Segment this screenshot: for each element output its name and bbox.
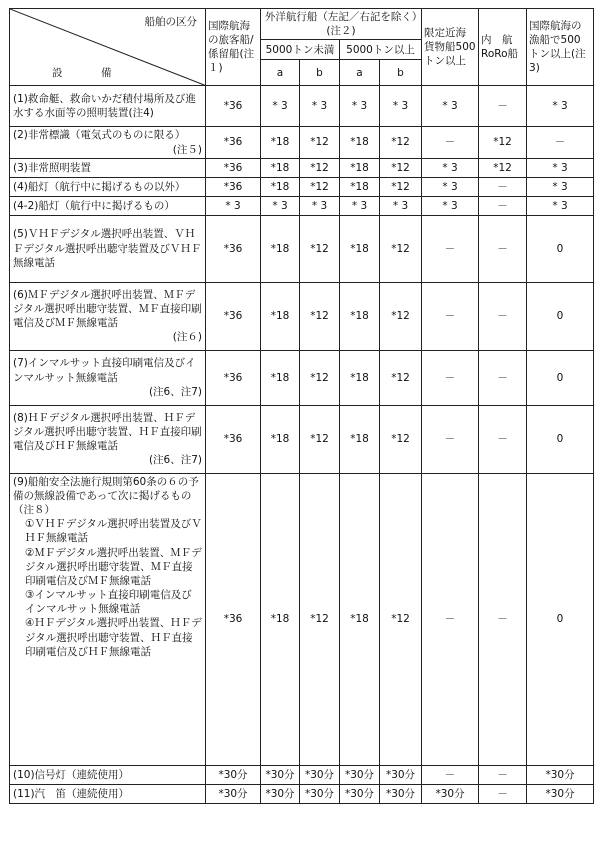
col-ocean: 外洋航行船（左記／右記を除く）(注２) [261,9,422,40]
equipment-item-note: (注6、注7) [148,454,202,467]
equipment-item [10,473,206,765]
duration-cell: *36 [206,127,261,158]
equipment-sub-item: ①ＶＨＦデジタル選択呼出装置及びＶＨＦ無線電話 [25,518,202,545]
table-row [10,765,594,784]
equipment-sub-item: ②ＭＦデジタル選択呼出装置、ＭＦデジタル選択呼出聴守装置、ＭＦ直接印刷電信及びＭＦ無線電話 [25,546,202,587]
equipment-item [10,215,206,282]
equipment-item [10,196,206,215]
equipment-table-sheet [9,8,593,804]
duration-cell: *12 [300,127,340,158]
equipment-item-note: (注６) [172,331,202,344]
col-a2: a [340,60,380,86]
col-limited: 限定近海貨物船500トン以上 [422,9,479,86]
duration-cell: *12 [380,127,422,158]
duration-cell: *18 [261,405,300,473]
equipment-item [10,765,206,784]
equipment-label: 設 備 [52,67,126,80]
duration-cell: *18 [261,282,300,350]
duration-cell: *30分 [206,784,261,803]
duration-cell: *18 [340,405,380,473]
duration-cell: * 3 [422,196,479,215]
duration-cell: * 3 [422,177,479,196]
equipment-item [10,158,206,177]
duration-cell: *12 [380,473,422,765]
duration-cell: * 3 [340,86,380,127]
equipment-item-text: (11)汽 笛（連続使用） [13,787,130,800]
equipment-item [10,177,206,196]
duration-cell: *30分 [422,784,479,803]
duration-cell: － [422,127,479,158]
equipment-sub-item: ④ＨＦデジタル選択呼出装置、ＨＦデジタル選択呼出聴守装置、ＨＦ直接印刷電信及びＨＦ無線電話 [25,617,202,658]
col-under5000: 5000トン未満 [261,40,340,60]
duration-cell: － [422,473,479,765]
duration-cell: *12 [300,158,340,177]
duration-cell: *36 [206,350,261,405]
duration-cell: *30分 [340,765,380,784]
duration-cell: *30分 [300,765,340,784]
duration-cell: － [422,215,479,282]
duration-cell: － [422,405,479,473]
col-fishing: 国際航海の漁船で500トン以上(注3) [527,9,594,86]
duration-cell: *18 [340,127,380,158]
duration-cell: * 3 [422,86,479,127]
equipment-item-text: (3)非常照明装置 [13,161,91,174]
duration-cell: *18 [340,473,380,765]
duration-cell: *30分 [206,765,261,784]
duration-cell: * 3 [300,86,340,127]
table-row [10,127,594,158]
duration-cell: *12 [300,215,340,282]
duration-cell: * 3 [380,86,422,127]
equipment-item-text: (5)ＶＨＦデジタル選択呼出装置、ＶＨＦデジタル選択呼出聴守装置及びＶＨＦ無線電話 [13,228,202,269]
duration-cell: *36 [206,473,261,765]
col-a1: a [261,60,300,86]
equipment-item-text: (9)船舶安全法施行規則第60条の６の予備の無線設備であって次に掲げるもの（注８） [13,475,199,517]
duration-cell: *18 [261,473,300,765]
emergency-power-table [9,8,594,804]
duration-cell: 0 [527,282,594,350]
duration-cell: － [422,350,479,405]
equipment-item-text: (10)信号灯（連続使用） [13,768,130,781]
col-b1: b [300,60,340,86]
equipment-item [10,350,206,405]
duration-cell: *12 [380,405,422,473]
duration-cell: * 3 [340,196,380,215]
equipment-item-note: (注6、注7) [148,385,202,398]
duration-cell: 0 [527,215,594,282]
duration-cell: － [422,282,479,350]
duration-cell: *30分 [527,784,594,803]
duration-cell: *12 [300,405,340,473]
ship-category-label: 船舶の区分 [144,16,197,28]
equipment-item-text: (4)船灯（航行中に掲げるもの以外） [13,180,186,193]
equipment-item [10,282,206,350]
duration-cell: － [479,350,527,405]
duration-cell: * 3 [261,86,300,127]
table-row [10,282,594,350]
table-row [10,350,594,405]
duration-cell: *30分 [261,784,300,803]
duration-cell: 0 [527,350,594,405]
equipment-item-text: (2)非常標識（電気式のものに限る） [13,129,186,142]
table-row [10,215,594,282]
table-body [10,86,594,803]
duration-cell: *12 [300,177,340,196]
duration-cell: *36 [206,158,261,177]
equipment-item [10,784,206,803]
duration-cell: * 3 [527,177,594,196]
duration-cell: *12 [380,350,422,405]
duration-cell: － [527,127,594,158]
equipment-sub-item: ③インマルサット直接印刷電信及びインマルサット無線電話 [25,589,192,616]
duration-cell: *30分 [380,765,422,784]
col-intl-passenger: 国際航海の旅客船/係留船(注１) [206,9,261,86]
duration-cell: *18 [340,282,380,350]
duration-cell: － [479,473,527,765]
duration-cell: *18 [261,177,300,196]
duration-cell: *30分 [300,784,340,803]
duration-cell: *36 [206,86,261,127]
duration-cell: *12 [380,177,422,196]
equipment-item [10,86,206,127]
duration-cell: *18 [261,215,300,282]
duration-cell: *18 [340,215,380,282]
duration-cell: 0 [527,405,594,473]
duration-cell: *12 [380,158,422,177]
duration-cell: * 3 [206,196,261,215]
duration-cell: *12 [380,282,422,350]
duration-cell: － [479,196,527,215]
table-row [10,177,594,196]
table-row [10,784,594,803]
duration-cell: * 3 [300,196,340,215]
equipment-item [10,127,206,158]
equipment-item-note: (注５) [172,143,202,156]
table-row [10,158,594,177]
duration-cell: * 3 [527,196,594,215]
duration-cell: *12 [300,350,340,405]
duration-cell: *36 [206,215,261,282]
equipment-item-text: (1)救命艇、救命いかだ積付場所及び進水する水面等の照明装置(注4) [13,93,196,120]
duration-cell: *12 [300,473,340,765]
duration-cell: － [479,215,527,282]
table-row [10,196,594,215]
duration-cell: － [422,765,479,784]
duration-cell: *18 [340,158,380,177]
duration-cell: *18 [340,350,380,405]
duration-cell: － [479,177,527,196]
duration-cell: － [479,765,527,784]
duration-cell: *12 [479,158,527,177]
duration-cell: * 3 [380,196,422,215]
duration-cell: * 3 [527,86,594,127]
duration-cell: *12 [479,127,527,158]
col-b2: b [380,60,422,86]
duration-cell: * 3 [261,196,300,215]
duration-cell: － [479,86,527,127]
duration-cell: *12 [300,282,340,350]
equipment-item-text: (7)インマルサット直接印刷電信及びインマルサット無線電話 [13,357,196,384]
table-row [10,473,594,765]
duration-cell: *30分 [340,784,380,803]
duration-cell: *30分 [380,784,422,803]
duration-cell: *36 [206,405,261,473]
duration-cell: *18 [340,177,380,196]
duration-cell: *12 [380,215,422,282]
duration-cell: － [479,784,527,803]
duration-cell: *18 [261,158,300,177]
duration-cell: *36 [206,177,261,196]
duration-cell: － [479,282,527,350]
header-diagonal-cell [10,9,206,86]
duration-cell: *36 [206,282,261,350]
duration-cell: *18 [261,350,300,405]
duration-cell: 0 [527,473,594,765]
duration-cell: * 3 [422,158,479,177]
duration-cell: － [479,405,527,473]
table-row [10,86,594,127]
col-domestic: 内 航RoRo船 [479,9,527,86]
equipment-item-text: (8)ＨＦデジタル選択呼出装置、ＨＦデジタル選択呼出聴守装置、ＨＦ直接印刷電信及びＨＦ無線電話 [13,411,202,453]
col-over5000: 5000トン以上 [340,40,422,60]
equipment-item [10,405,206,473]
duration-cell: *18 [261,127,300,158]
equipment-item-text: (6)ＭＦデジタル選択呼出装置、ＭＦデジタル選択呼出聴守装置、ＭＦ直接印刷電信及びＭＦ無線電話 [13,288,202,330]
table-row [10,405,594,473]
duration-cell: *30分 [261,765,300,784]
duration-cell: * 3 [527,158,594,177]
equipment-item-text: (4-2)船灯（航行中に掲げるもの） [13,199,175,212]
duration-cell: *30分 [527,765,594,784]
